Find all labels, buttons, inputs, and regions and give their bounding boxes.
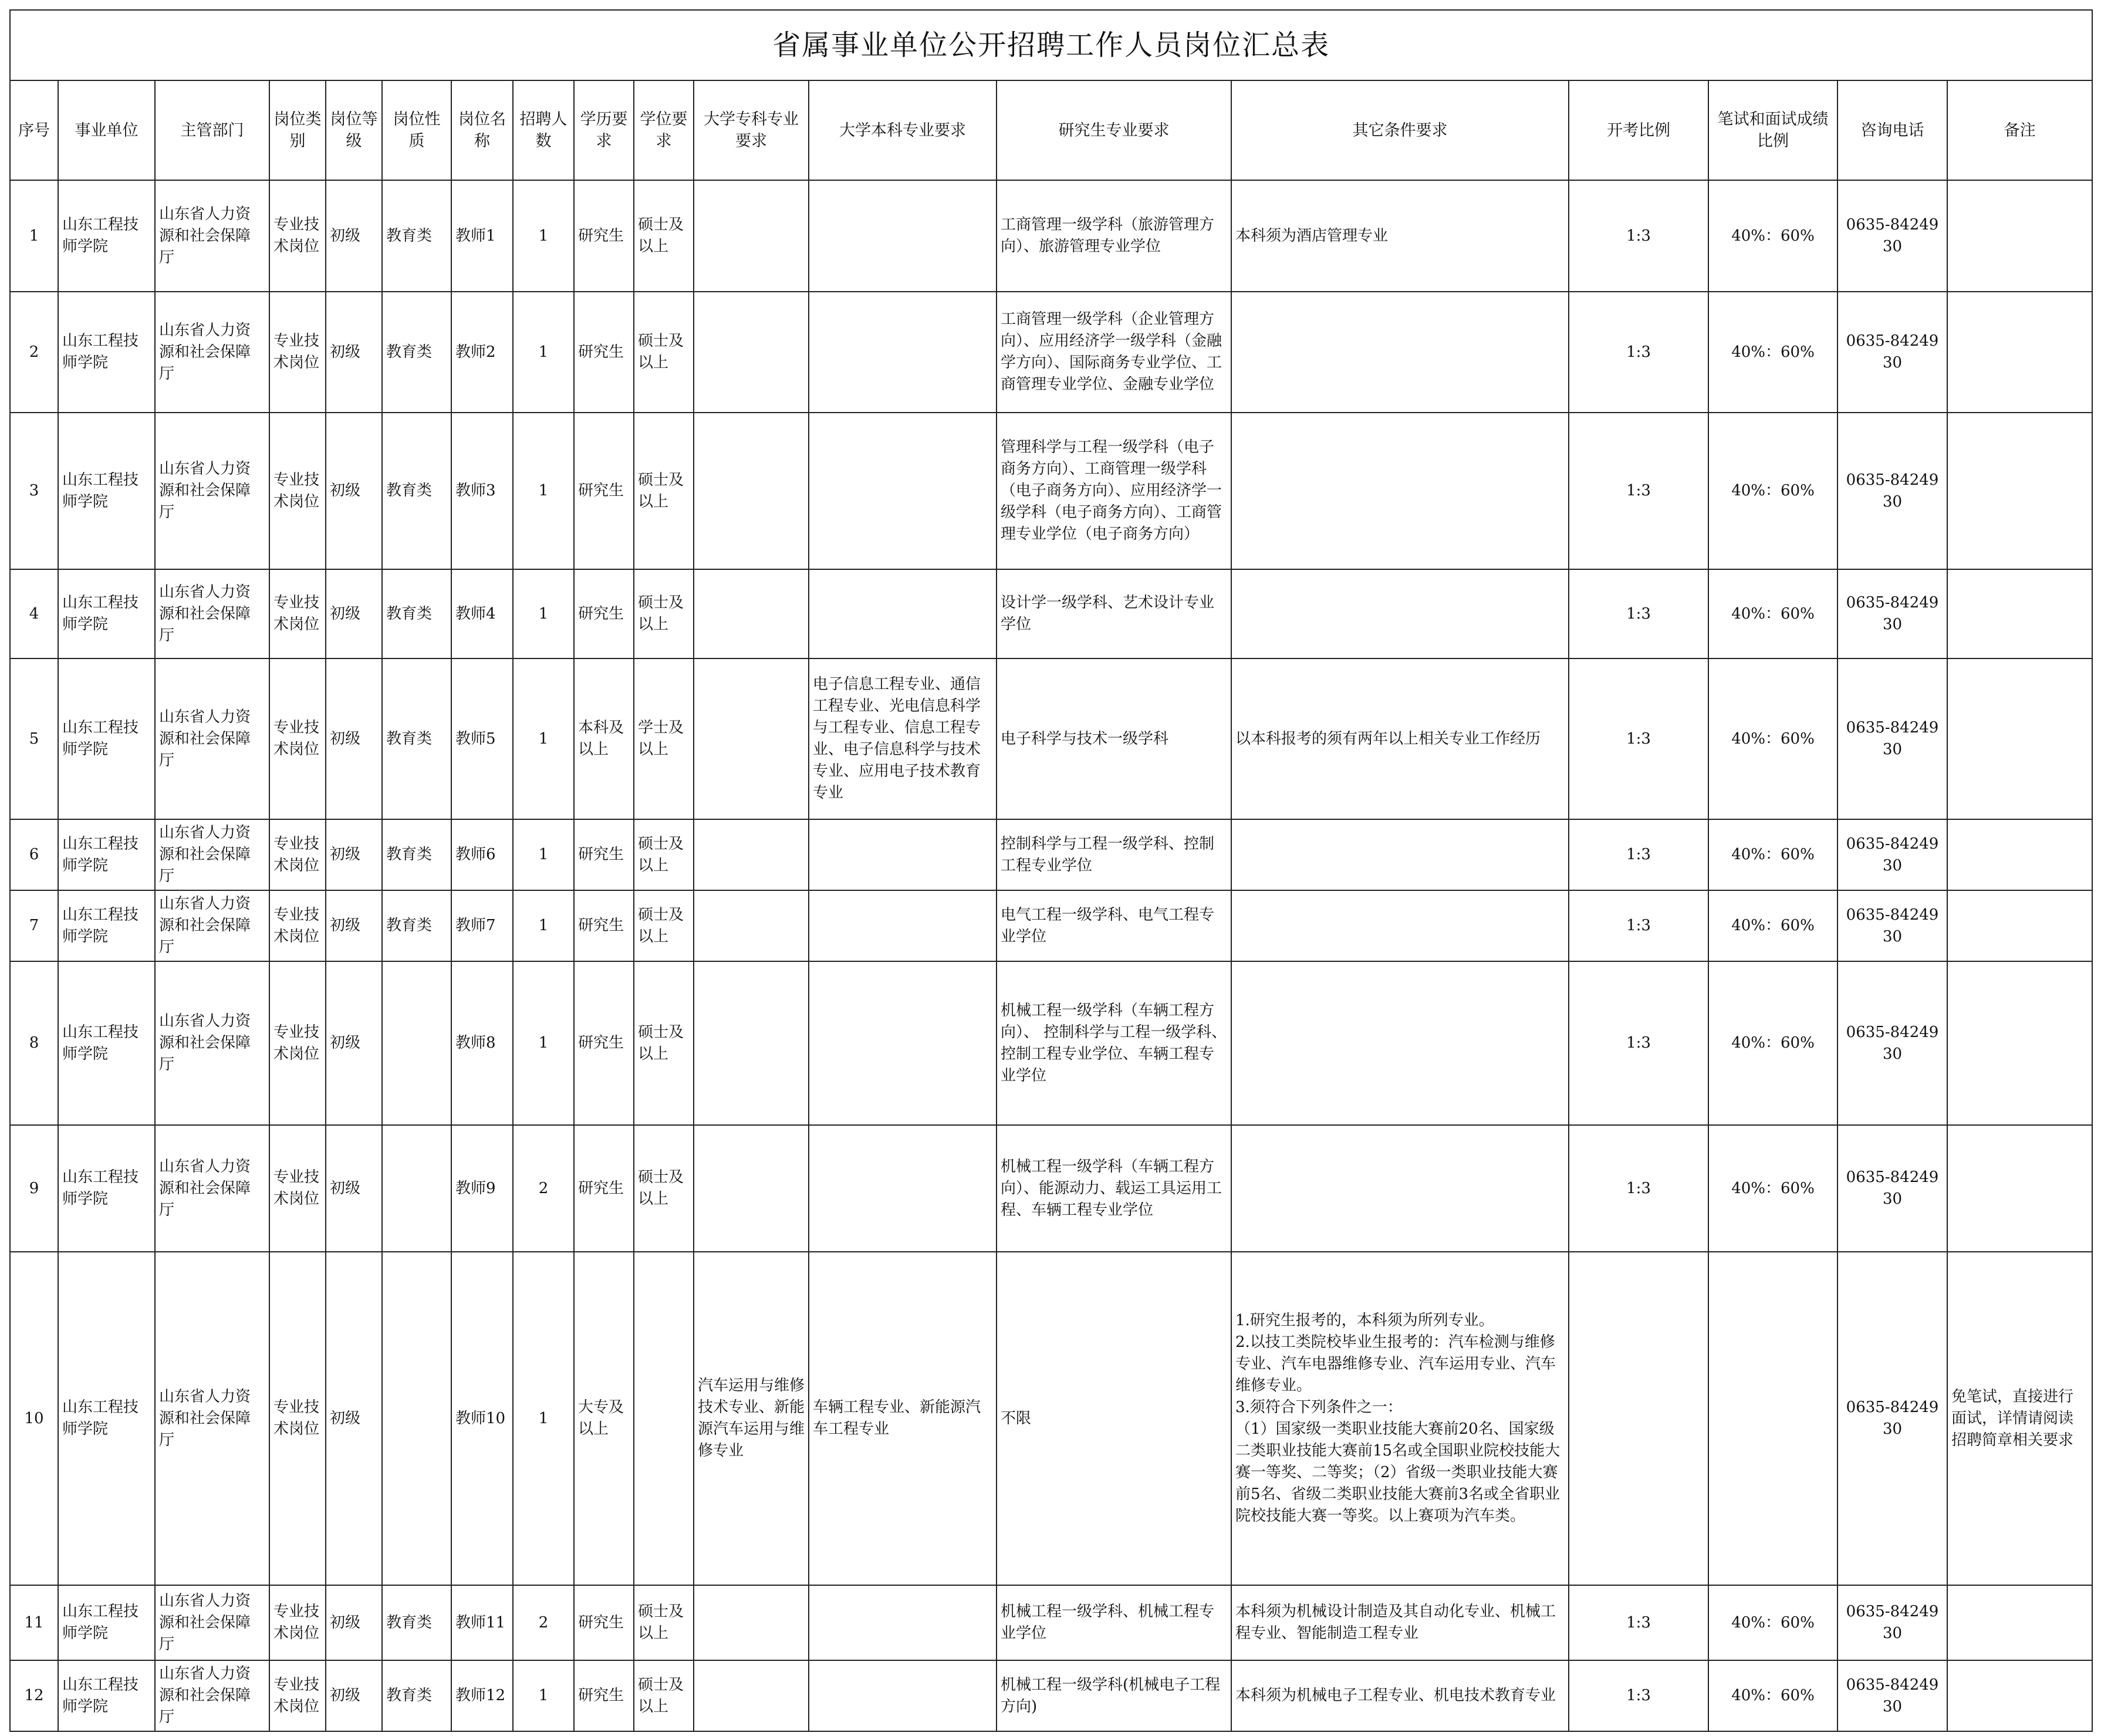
cell-seq: 6 (10, 819, 58, 890)
cell-ratio (1569, 1252, 1708, 1585)
cell-post-level: 初级 (326, 569, 382, 658)
cell-unit: 山东工程技师学院 (58, 1252, 155, 1585)
cell-dept: 山东省人力资源和社会保障厅 (155, 819, 269, 890)
cell-other (1231, 819, 1569, 890)
cell-graduate-major: 电子科学与技术一级学科 (997, 658, 1231, 819)
cell-post-type: 专业技术岗位 (269, 1252, 326, 1585)
header-dept: 主管部门 (155, 80, 269, 180)
cell-note (1947, 180, 2092, 292)
header-bachelor-major: 大学本科专业要求 (809, 80, 997, 180)
cell-college-major (694, 961, 809, 1125)
cell-phone: 0635-8424930 (1837, 1585, 1947, 1660)
cell-count: 1 (513, 569, 574, 658)
table-row (10, 180, 2092, 292)
cell-dept: 山东省人力资源和社会保障厅 (155, 1585, 269, 1660)
cell-college-major (694, 292, 809, 413)
cell-bachelor-major (809, 180, 997, 292)
cell-education: 研究生 (574, 569, 634, 658)
cell-note (1947, 890, 2092, 961)
table-row (10, 569, 2092, 658)
cell-note (1947, 961, 2092, 1125)
cell-unit: 山东工程技师学院 (58, 1585, 155, 1660)
cell-post-name: 教师5 (451, 658, 513, 819)
cell-seq: 2 (10, 292, 58, 413)
cell-post-level: 初级 (326, 180, 382, 292)
cell-education: 研究生 (574, 961, 634, 1125)
cell-post-nature: 教育类 (382, 413, 451, 569)
cell-seq: 8 (10, 961, 58, 1125)
cell-seq: 5 (10, 658, 58, 819)
cell-graduate-major: 机械工程一级学科（车辆工程方向）、 控制科学与工程一级学科、控制工程专业学位、车辆工程专业学位 (997, 961, 1231, 1125)
cell-degree (634, 1252, 694, 1585)
cell-score-ratio (1708, 1252, 1837, 1585)
cell-post-nature (382, 1252, 451, 1585)
cell-phone: 0635-8424930 (1837, 569, 1947, 658)
cell-bachelor-major (809, 569, 997, 658)
cell-ratio: 1:3 (1569, 1125, 1708, 1252)
cell-bachelor-major (809, 961, 997, 1125)
cell-note (1947, 292, 2092, 413)
cell-unit: 山东工程技师学院 (58, 658, 155, 819)
cell-score-ratio: 40%：60% (1708, 658, 1837, 819)
cell-count: 2 (513, 1585, 574, 1660)
header-score-ratio: 笔试和面试成绩比例 (1708, 80, 1837, 180)
cell-post-type: 专业技术岗位 (269, 819, 326, 890)
cell-education: 本科及以上 (574, 658, 634, 819)
cell-post-nature: 教育类 (382, 819, 451, 890)
cell-post-name: 教师2 (451, 292, 513, 413)
cell-degree: 硕士及以上 (634, 180, 694, 292)
cell-post-nature: 教育类 (382, 180, 451, 292)
cell-graduate-major: 机械工程一级学科(机械电子工程方向) (997, 1660, 1231, 1731)
cell-other (1231, 961, 1569, 1125)
cell-note (1947, 1660, 2092, 1731)
cell-other (1231, 1125, 1569, 1252)
cell-graduate-major: 机械工程一级学科、机械工程专业学位 (997, 1585, 1231, 1660)
cell-post-name: 教师10 (451, 1252, 513, 1585)
cell-count: 1 (513, 819, 574, 890)
cell-unit: 山东工程技师学院 (58, 569, 155, 658)
cell-ratio: 1:3 (1569, 890, 1708, 961)
cell-count: 1 (513, 961, 574, 1125)
cell-seq: 4 (10, 569, 58, 658)
cell-other: 本科须为酒店管理专业 (1231, 180, 1569, 292)
cell-post-name: 教师6 (451, 819, 513, 890)
cell-dept: 山东省人力资源和社会保障厅 (155, 658, 269, 819)
cell-post-type: 专业技术岗位 (269, 1125, 326, 1252)
table-row (10, 1660, 2092, 1731)
cell-bachelor-major (809, 819, 997, 890)
cell-note (1947, 1125, 2092, 1252)
cell-college-major (694, 1125, 809, 1252)
cell-note (1947, 658, 2092, 819)
cell-education: 研究生 (574, 413, 634, 569)
cell-post-name: 教师3 (451, 413, 513, 569)
cell-graduate-major: 管理科学与工程一级学科（电子商务方向）、工商管理一级学科（电子商务方向）、应用经济学一级学科（电子商务方向）、工商管理专业学位（电子商务方向） (997, 413, 1231, 569)
cell-unit: 山东工程技师学院 (58, 413, 155, 569)
cell-seq: 3 (10, 413, 58, 569)
cell-score-ratio: 40%：60% (1708, 819, 1837, 890)
cell-dept: 山东省人力资源和社会保障厅 (155, 1660, 269, 1731)
cell-post-name: 教师8 (451, 961, 513, 1125)
cell-count: 1 (513, 180, 574, 292)
cell-ratio: 1:3 (1569, 961, 1708, 1125)
cell-college-major (694, 819, 809, 890)
cell-college-major (694, 180, 809, 292)
header-post-type: 岗位类别 (269, 80, 326, 180)
cell-ratio: 1:3 (1569, 658, 1708, 819)
cell-post-nature: 教育类 (382, 1585, 451, 1660)
cell-count: 1 (513, 658, 574, 819)
cell-ratio: 1:3 (1569, 1660, 1708, 1731)
cell-post-level: 初级 (326, 1660, 382, 1731)
table-row (10, 819, 2092, 890)
cell-degree: 学士及以上 (634, 658, 694, 819)
cell-seq: 10 (10, 1252, 58, 1585)
cell-degree: 硕士及以上 (634, 569, 694, 658)
cell-graduate-major: 工商管理一级学科（企业管理方向）、应用经济学一级学科（金融学方向）、国际商务专业学位、工商管理专业学位、金融专业学位 (997, 292, 1231, 413)
cell-count: 1 (513, 1660, 574, 1731)
cell-score-ratio: 40%：60% (1708, 1125, 1837, 1252)
cell-phone: 0635-8424930 (1837, 1660, 1947, 1731)
cell-unit: 山东工程技师学院 (58, 1125, 155, 1252)
cell-bachelor-major (809, 1125, 997, 1252)
cell-ratio: 1:3 (1569, 1585, 1708, 1660)
cell-count: 1 (513, 292, 574, 413)
cell-post-name: 教师4 (451, 569, 513, 658)
cell-education: 研究生 (574, 180, 634, 292)
cell-post-type: 专业技术岗位 (269, 569, 326, 658)
cell-other (1231, 890, 1569, 961)
cell-college-major (694, 658, 809, 819)
header-phone: 咨询电话 (1837, 80, 1947, 180)
cell-post-type: 专业技术岗位 (269, 413, 326, 569)
cell-post-name: 教师11 (451, 1585, 513, 1660)
cell-count: 2 (513, 1125, 574, 1252)
cell-other: 以本科报考的须有两年以上相关专业工作经历 (1231, 658, 1569, 819)
cell-graduate-major: 电气工程一级学科、电气工程专业学位 (997, 890, 1231, 961)
cell-college-major: 汽车运用与维修技术专业、新能源汽车运用与维修专业 (694, 1252, 809, 1585)
cell-note (1947, 819, 2092, 890)
cell-college-major (694, 413, 809, 569)
cell-phone: 0635-8424930 (1837, 1252, 1947, 1585)
cell-phone: 0635-8424930 (1837, 180, 1947, 292)
cell-bachelor-major (809, 413, 997, 569)
cell-post-level: 初级 (326, 658, 382, 819)
header-other: 其它条件要求 (1231, 80, 1569, 180)
cell-phone: 0635-8424930 (1837, 890, 1947, 961)
cell-post-level: 初级 (326, 1252, 382, 1585)
header-post-level: 岗位等级 (326, 80, 382, 180)
cell-degree: 硕士及以上 (634, 1660, 694, 1731)
cell-post-level: 初级 (326, 819, 382, 890)
cell-phone: 0635-8424930 (1837, 292, 1947, 413)
header-seq: 序号 (10, 80, 58, 180)
cell-bachelor-major (809, 1660, 997, 1731)
cell-other (1231, 569, 1569, 658)
cell-college-major (694, 890, 809, 961)
cell-count: 1 (513, 1252, 574, 1585)
header-row (10, 80, 2092, 180)
cell-note: 免笔试，直接进行面试，详情请阅读招聘简章相关要求 (1947, 1252, 2092, 1585)
cell-post-level: 初级 (326, 413, 382, 569)
cell-unit: 山东工程技师学院 (58, 292, 155, 413)
cell-dept: 山东省人力资源和社会保障厅 (155, 413, 269, 569)
cell-unit: 山东工程技师学院 (58, 819, 155, 890)
table-row (10, 658, 2092, 819)
cell-seq: 9 (10, 1125, 58, 1252)
cell-post-type: 专业技术岗位 (269, 180, 326, 292)
cell-post-nature: 教育类 (382, 292, 451, 413)
cell-college-major (694, 569, 809, 658)
cell-post-level: 初级 (326, 292, 382, 413)
cell-bachelor-major: 电子信息工程专业、通信工程专业、光电信息科学与工程专业、信息工程专业、电子信息科学与技术专业、应用电子技术教育专业 (809, 658, 997, 819)
positions-table (9, 9, 2093, 1732)
table-row (10, 292, 2092, 413)
header-education: 学历要求 (574, 80, 634, 180)
cell-bachelor-major: 车辆工程专业、新能源汽车工程专业 (809, 1252, 997, 1585)
cell-post-type: 专业技术岗位 (269, 658, 326, 819)
header-note: 备注 (1947, 80, 2092, 180)
cell-degree: 硕士及以上 (634, 819, 694, 890)
cell-graduate-major: 设计学一级学科、艺术设计专业学位 (997, 569, 1231, 658)
cell-post-nature (382, 1125, 451, 1252)
cell-bachelor-major (809, 890, 997, 961)
table-body (10, 180, 2092, 1731)
cell-education: 研究生 (574, 890, 634, 961)
cell-dept: 山东省人力资源和社会保障厅 (155, 1252, 269, 1585)
cell-dept: 山东省人力资源和社会保障厅 (155, 180, 269, 292)
cell-score-ratio: 40%：60% (1708, 890, 1837, 961)
cell-graduate-major: 机械工程一级学科（车辆工程方向）、能源动力、载运工具运用工程、车辆工程专业学位 (997, 1125, 1231, 1252)
cell-note (1947, 413, 2092, 569)
cell-post-type: 专业技术岗位 (269, 961, 326, 1125)
cell-graduate-major: 不限 (997, 1252, 1231, 1585)
cell-post-nature (382, 961, 451, 1125)
cell-education: 研究生 (574, 292, 634, 413)
cell-ratio: 1:3 (1569, 569, 1708, 658)
cell-ratio: 1:3 (1569, 413, 1708, 569)
header-ratio: 开考比例 (1569, 80, 1708, 180)
cell-post-nature: 教育类 (382, 1660, 451, 1731)
cell-college-major (694, 1585, 809, 1660)
cell-other: 本科须为机械电子工程专业、机电技术教育专业 (1231, 1660, 1569, 1731)
cell-post-level: 初级 (326, 890, 382, 961)
cell-phone: 0635-8424930 (1837, 819, 1947, 890)
cell-degree: 硕士及以上 (634, 413, 694, 569)
header-post-nature: 岗位性质 (382, 80, 451, 180)
recruitment-sheet (9, 9, 2092, 1732)
table-row (10, 413, 2092, 569)
cell-post-nature: 教育类 (382, 658, 451, 819)
cell-score-ratio: 40%：60% (1708, 1660, 1837, 1731)
cell-college-major (694, 1660, 809, 1731)
cell-post-level: 初级 (326, 1125, 382, 1252)
table-row (10, 1252, 2092, 1585)
cell-note (1947, 1585, 2092, 1660)
header-unit: 事业单位 (58, 80, 155, 180)
cell-phone: 0635-8424930 (1837, 658, 1947, 819)
cell-degree: 硕士及以上 (634, 1125, 694, 1252)
cell-education: 研究生 (574, 1585, 634, 1660)
cell-post-level: 初级 (326, 1585, 382, 1660)
table-row (10, 961, 2092, 1125)
cell-phone: 0635-8424930 (1837, 413, 1947, 569)
cell-score-ratio: 40%：60% (1708, 180, 1837, 292)
cell-score-ratio: 40%：60% (1708, 292, 1837, 413)
cell-seq: 11 (10, 1585, 58, 1660)
cell-post-type: 专业技术岗位 (269, 292, 326, 413)
cell-dept: 山东省人力资源和社会保障厅 (155, 292, 269, 413)
cell-post-name: 教师12 (451, 1660, 513, 1731)
cell-degree: 硕士及以上 (634, 292, 694, 413)
cell-dept: 山东省人力资源和社会保障厅 (155, 890, 269, 961)
cell-degree: 硕士及以上 (634, 890, 694, 961)
cell-unit: 山东工程技师学院 (58, 961, 155, 1125)
cell-unit: 山东工程技师学院 (58, 1660, 155, 1731)
cell-post-name: 教师9 (451, 1125, 513, 1252)
cell-post-level: 初级 (326, 961, 382, 1125)
header-post-name: 岗位名称 (451, 80, 513, 180)
cell-unit: 山东工程技师学院 (58, 890, 155, 961)
cell-bachelor-major (809, 1585, 997, 1660)
cell-degree: 硕士及以上 (634, 1585, 694, 1660)
cell-education: 研究生 (574, 1660, 634, 1731)
cell-bachelor-major (809, 292, 997, 413)
cell-ratio: 1:3 (1569, 819, 1708, 890)
cell-post-name: 教师7 (451, 890, 513, 961)
cell-other: 本科须为机械设计制造及其自动化专业、机械工程专业、智能制造工程专业 (1231, 1585, 1569, 1660)
cell-education: 研究生 (574, 1125, 634, 1252)
cell-other (1231, 413, 1569, 569)
cell-count: 1 (513, 890, 574, 961)
cell-unit: 山东工程技师学院 (58, 180, 155, 292)
cell-note (1947, 569, 2092, 658)
cell-phone: 0635-8424930 (1837, 1125, 1947, 1252)
cell-other (1231, 292, 1569, 413)
cell-dept: 山东省人力资源和社会保障厅 (155, 569, 269, 658)
header-degree: 学位要求 (634, 80, 694, 180)
cell-phone: 0635-8424930 (1837, 961, 1947, 1125)
cell-score-ratio: 40%：60% (1708, 569, 1837, 658)
table-row (10, 1125, 2092, 1252)
table-row (10, 890, 2092, 961)
cell-post-nature: 教育类 (382, 569, 451, 658)
cell-graduate-major: 控制科学与工程一级学科、控制工程专业学位 (997, 819, 1231, 890)
cell-education: 研究生 (574, 819, 634, 890)
cell-degree: 硕士及以上 (634, 961, 694, 1125)
cell-dept: 山东省人力资源和社会保障厅 (155, 1125, 269, 1252)
cell-other: 1.研究生报考的，本科须为所列专业。 2.以技工类院校毕业生报考的：汽车检测与维修专业、汽车电器维修专业、汽车运用专业、汽车维修专业。 3.须符合下列条件之一： （1）国家级一类职业技能大赛前20名、国家级二类职业技能大赛前15名或全国职业院校技能大赛一等奖、二等奖；（2）省级一类职业技能大赛前5名、省级二类职业技能大赛前3名或全省职业院校技能大赛一等奖。以上赛项为汽车类。 (1231, 1252, 1569, 1585)
cell-seq: 1 (10, 180, 58, 292)
cell-post-name: 教师1 (451, 180, 513, 292)
cell-post-type: 专业技术岗位 (269, 1660, 326, 1731)
cell-seq: 12 (10, 1660, 58, 1731)
header-graduate-major: 研究生专业要求 (997, 80, 1231, 180)
table-row (10, 1585, 2092, 1660)
cell-score-ratio: 40%：60% (1708, 1585, 1837, 1660)
cell-post-type: 专业技术岗位 (269, 890, 326, 961)
header-college-major: 大学专科专业要求 (694, 80, 809, 180)
cell-dept: 山东省人力资源和社会保障厅 (155, 961, 269, 1125)
cell-score-ratio: 40%：60% (1708, 961, 1837, 1125)
cell-education: 大专及以上 (574, 1252, 634, 1585)
cell-post-nature: 教育类 (382, 890, 451, 961)
cell-ratio: 1:3 (1569, 292, 1708, 413)
table-title: 省属事业单位公开招聘工作人员岗位汇总表 (10, 10, 2092, 80)
header-count: 招聘人数 (513, 80, 574, 180)
cell-seq: 7 (10, 890, 58, 961)
cell-graduate-major: 工商管理一级学科（旅游管理方向）、旅游管理专业学位 (997, 180, 1231, 292)
cell-ratio: 1:3 (1569, 180, 1708, 292)
cell-score-ratio: 40%：60% (1708, 413, 1837, 569)
cell-post-type: 专业技术岗位 (269, 1585, 326, 1660)
cell-count: 1 (513, 413, 574, 569)
